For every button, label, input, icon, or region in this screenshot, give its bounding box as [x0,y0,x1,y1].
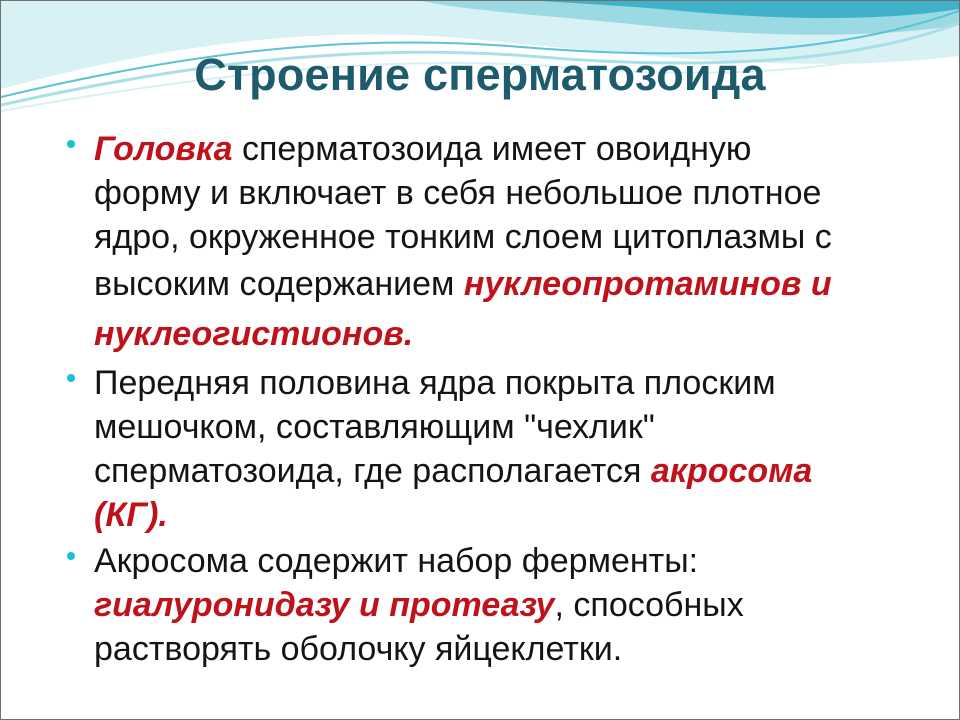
bullet-list [67,127,907,671]
bullet-item-enzymes [67,539,907,671]
text-line: Акросома содержит набор ферменты: [94,542,699,580]
emphasis-nucleoprotamines: нуклеопротаминов и [463,265,832,303]
text-line: мешочком, составляющим "чехлик" [94,408,655,446]
emphasis-acrosome: акросома [650,452,813,490]
text-line: высоким содержанием [94,265,464,303]
text-line: сперматозоида имеет овоидную [232,130,752,168]
text-line: ядро, окруженное тонким слоем цитоплазмы с [94,218,832,256]
text-line: сперматозоида, где располагается [94,452,651,490]
round-bullet-icon [67,140,75,148]
emphasis-enzymes: гиалуронидазу и протеазу [94,586,555,624]
emphasis-nucleohistiones: нуклеогистионов. [94,315,414,353]
round-bullet-icon [67,374,75,382]
round-bullet-icon [67,552,75,560]
text-line: форму и включает в себя небольшое плотное [94,174,822,212]
text-line: Передняя половина ядра покрыта плоским [94,364,776,402]
text-line: , способных [554,586,744,624]
bullet-item-head [67,127,907,359]
emphasis-head: Головка [94,130,233,168]
slide-title: Строение сперматозоида [194,49,766,100]
bullet-item-acrosome-cap [67,361,907,537]
text-line: растворять оболочку яйцеклетки. [94,630,623,668]
emphasis-kg: (КГ). [94,496,168,534]
